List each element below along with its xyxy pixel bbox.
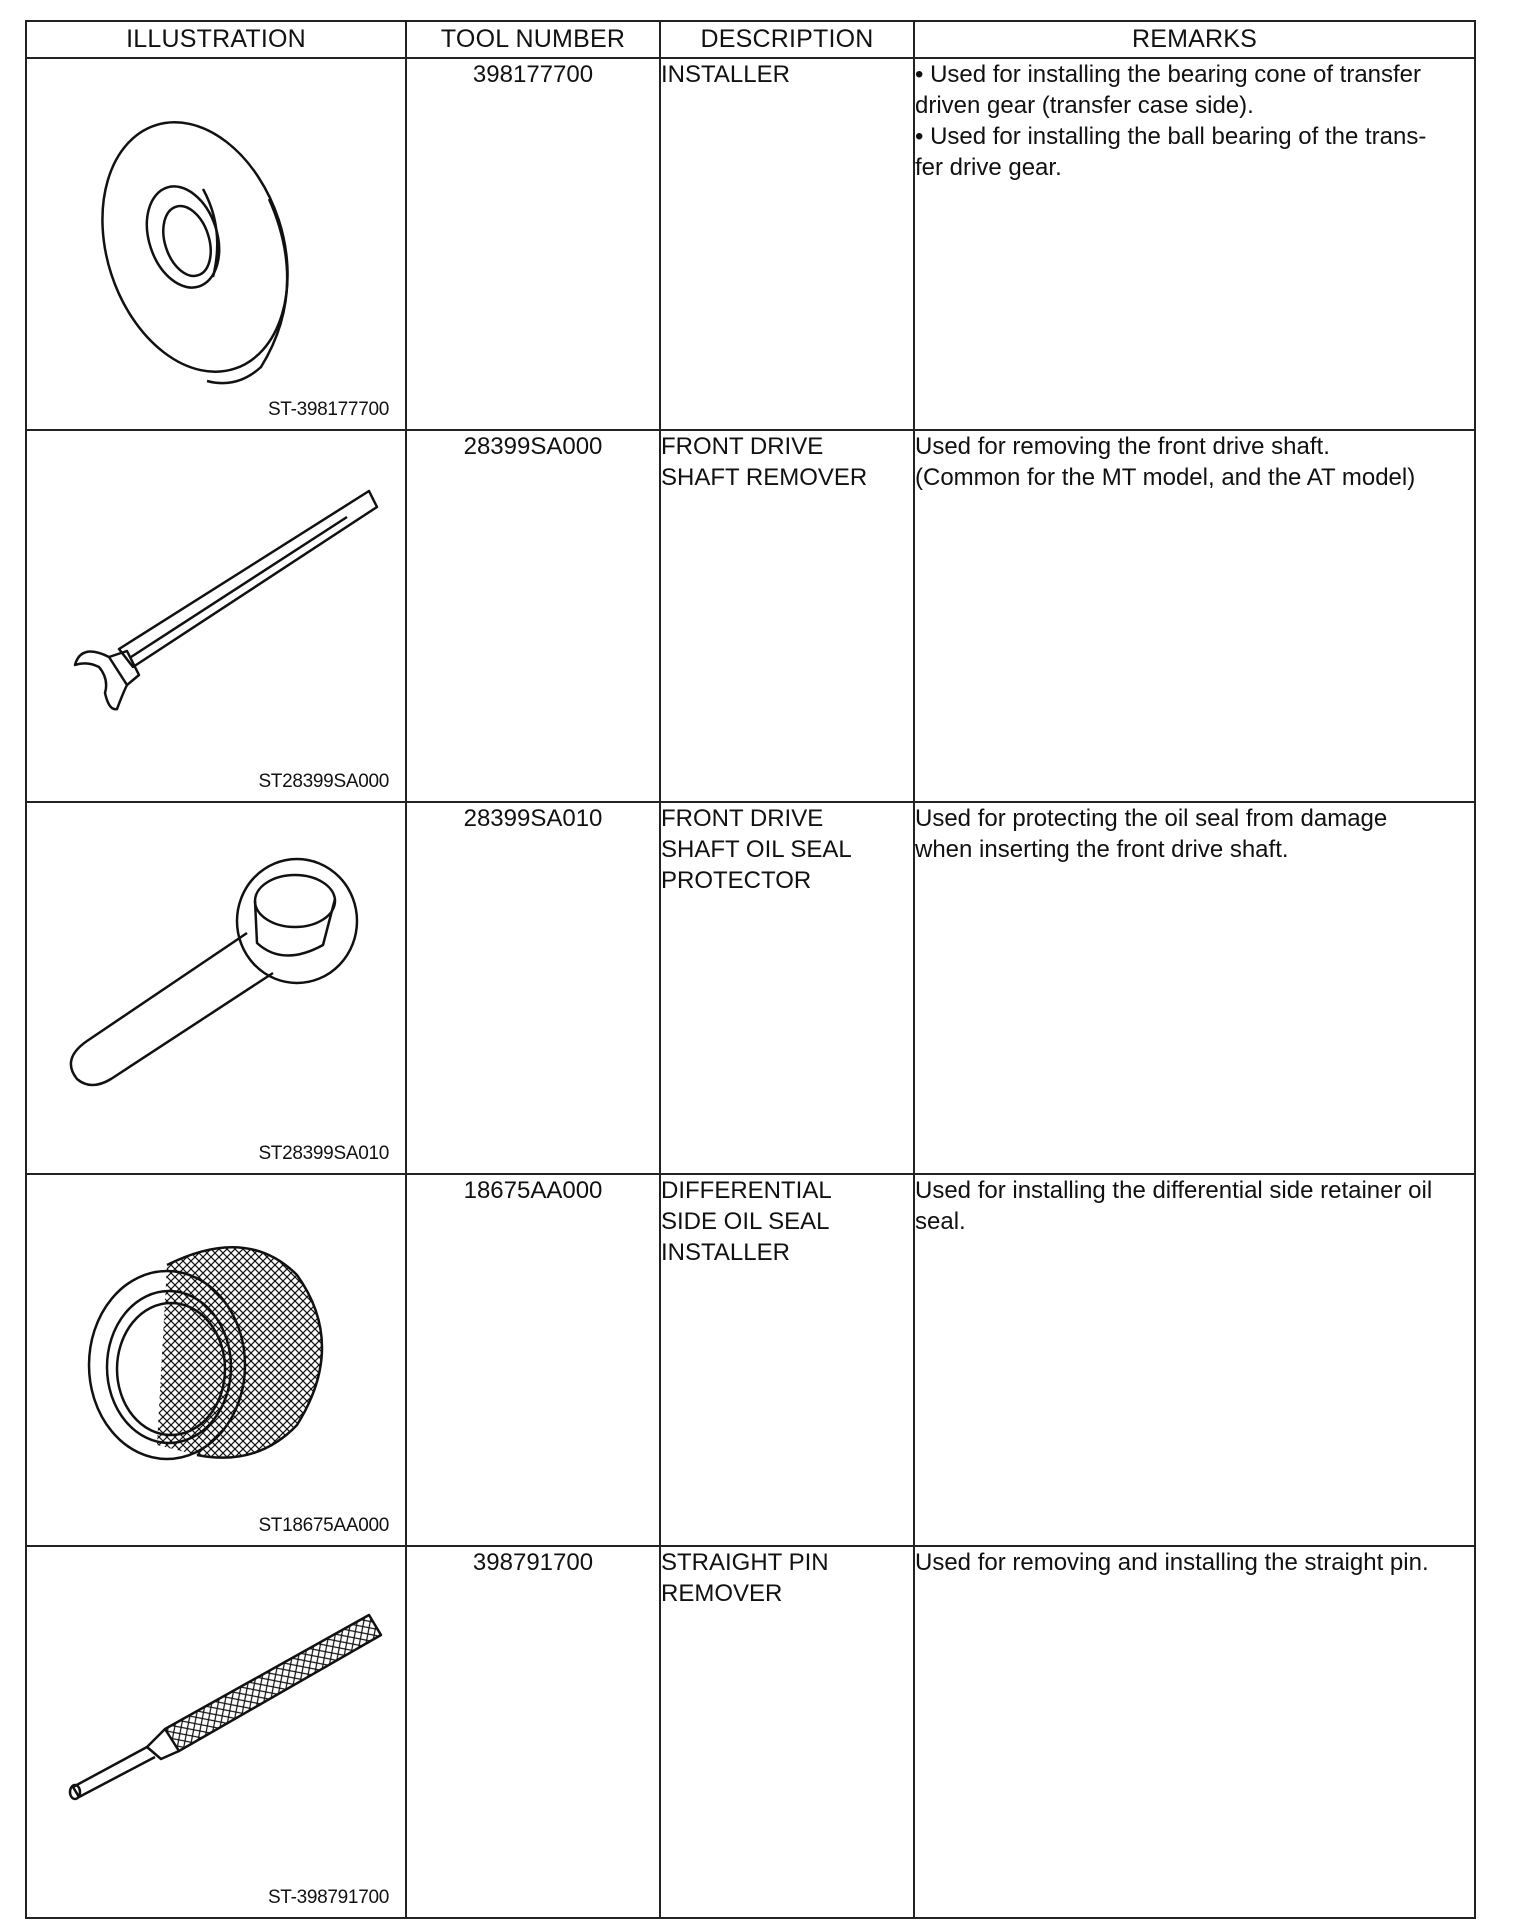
remarks-line: when inserting the front drive shaft. (915, 836, 1289, 863)
tool-number: 398791700 (406, 1546, 660, 1918)
oil-seal-protector-icon (47, 833, 387, 1133)
tool-description (660, 430, 914, 802)
tool-remarks (914, 1174, 1475, 1546)
header-row (26, 21, 1475, 58)
special-tools-table (25, 20, 1476, 1919)
description-line: DIFFERENTIAL (661, 1177, 832, 1204)
description-line: SIDE OIL SEAL (661, 1208, 830, 1235)
figure-label: ST18675AA000 (258, 1515, 389, 1536)
description-line: INSTALLER (661, 61, 790, 88)
table-row (26, 430, 1475, 802)
tool-remarks (914, 58, 1475, 430)
illustration-cell (26, 58, 406, 430)
figure-label: ST28399SA000 (258, 771, 389, 792)
illustration-cell (26, 802, 406, 1174)
header-description: DESCRIPTION (660, 21, 914, 58)
tool-description (660, 58, 914, 430)
remarks-line: seal. (915, 1208, 966, 1235)
description-line: FRONT DRIVE (661, 433, 824, 460)
description-line: FRONT DRIVE (661, 805, 824, 832)
table-row (26, 802, 1475, 1174)
tool-description (660, 1174, 914, 1546)
header-tool-number: TOOL NUMBER (406, 21, 660, 58)
header-illustration: ILLUSTRATION (26, 21, 406, 58)
illustration-cell (26, 430, 406, 802)
table-row (26, 58, 1475, 430)
figure-label: ST28399SA010 (258, 1143, 389, 1164)
illustration-cell (26, 1174, 406, 1546)
remarks-line: Used for removing the front drive shaft. (915, 433, 1330, 460)
tool-number: 28399SA000 (406, 430, 660, 802)
tool-description (660, 802, 914, 1174)
tool-number: 398177700 (406, 58, 660, 430)
remarks-line: • Used for installing the ball bearing of the trans- (915, 123, 1427, 150)
remarks-line: driven gear (transfer case side). (915, 92, 1254, 119)
tool-remarks (914, 802, 1475, 1174)
installer-disc-icon (47, 89, 387, 389)
remarks-line: fer drive gear. (915, 154, 1062, 181)
remarks-line: Used for installing the differential side retainer oil (915, 1177, 1433, 1204)
description-line: STRAIGHT PIN (661, 1549, 829, 1576)
illustration-cell (26, 1546, 406, 1918)
description-line: SHAFT REMOVER (661, 464, 868, 491)
tool-number: 28399SA010 (406, 802, 660, 1174)
table-row (26, 1174, 1475, 1546)
tool-description (660, 1546, 914, 1918)
remarks-line: (Common for the MT model, and the AT model) (915, 464, 1416, 491)
description-line: PROTECTOR (661, 867, 812, 894)
description-line: INSTALLER (661, 1239, 790, 1266)
remarks-line: • Used for installing the bearing cone of transfer (915, 61, 1422, 88)
figure-label: ST-398791700 (267, 1887, 389, 1908)
shaft-remover-icon (47, 461, 387, 761)
tool-number: 18675AA000 (406, 1174, 660, 1546)
header-remarks: REMARKS (914, 21, 1475, 58)
figure-label: ST-398177700 (267, 399, 389, 420)
tool-remarks (914, 1546, 1475, 1918)
remarks-line: Used for removing and installing the straight pin. (915, 1549, 1429, 1576)
table-row (26, 1546, 1475, 1918)
remarks-line: Used for protecting the oil seal from damage (915, 805, 1388, 832)
tool-remarks (914, 430, 1475, 802)
pin-punch-icon (47, 1577, 387, 1877)
knurled-sleeve-icon (47, 1205, 387, 1505)
description-line: REMOVER (661, 1580, 783, 1607)
description-line: SHAFT OIL SEAL (661, 836, 852, 863)
